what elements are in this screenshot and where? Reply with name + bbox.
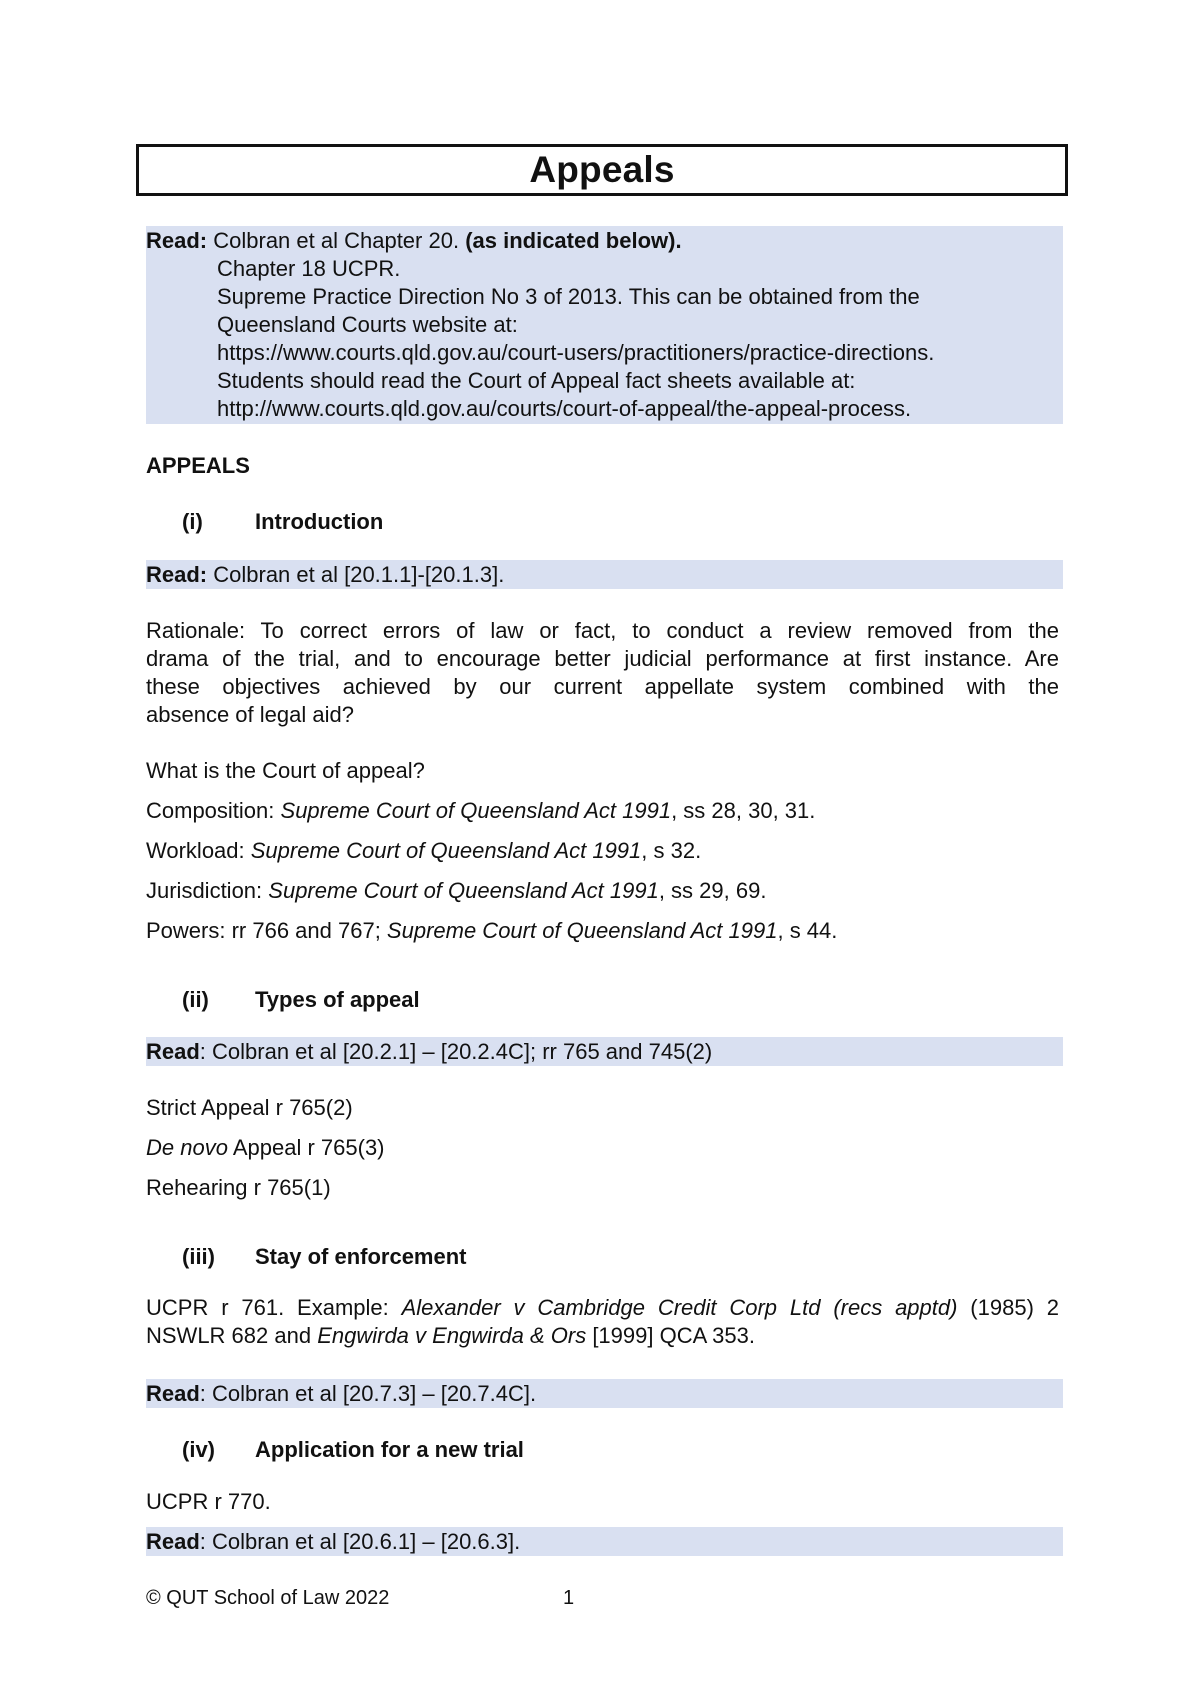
read-text-bold: (as indicated below).: [465, 228, 682, 253]
s2-de-novo-appeal: [146, 1134, 385, 1162]
s2-number: (ii): [182, 987, 209, 1012]
rationale-line: Rationale: To correct errors of law or fact, to conduct a review removed from the: [146, 618, 1059, 643]
sections: , s 44.: [777, 918, 838, 943]
read-label: Read: [146, 1039, 200, 1064]
s1-jurisdiction: [146, 877, 766, 905]
label: Workload:: [146, 838, 251, 863]
title-box: [136, 144, 1068, 196]
sections: , ss 29, 69.: [658, 878, 767, 903]
s4-number: (iv): [182, 1437, 215, 1462]
read-label: Read: [146, 1381, 200, 1406]
s2-read-line: [146, 1038, 712, 1066]
read-text: Colbran et al [20.1.1]-[20.1.3].: [213, 562, 505, 587]
read-box-line-1: [146, 227, 682, 255]
sections: , s 32.: [641, 838, 702, 863]
s1-number: (i): [182, 509, 203, 534]
read-box-link-2[interactable]: http://www.courts.qld.gov.au/courts/court-of-appeal/the-appeal-process.: [217, 396, 912, 421]
read-box-link-1[interactable]: https://www.courts.qld.gov.au/court-users/practitioners/practice-directions.: [217, 340, 935, 365]
s1-powers: [146, 917, 837, 945]
s3-line-1: [146, 1294, 1059, 1322]
rationale-line: drama of the trial, and to encourage better judicial performance at first instance. Are: [146, 646, 1059, 671]
s4-title: Application for a new trial: [255, 1437, 524, 1462]
text: NSWLR 682 and: [146, 1323, 318, 1348]
read-text: Colbran et al Chapter 20.: [213, 228, 466, 253]
s2-title: Types of appeal: [255, 987, 420, 1012]
de-novo-rule: Appeal r 765(3): [227, 1135, 385, 1160]
s4-read-line: [146, 1528, 520, 1556]
sections: , ss 28, 30, 31.: [671, 798, 816, 823]
case-name: Engwirda v Engwirda & Ors: [317, 1323, 587, 1348]
label: Composition:: [146, 798, 281, 823]
read-text: : Colbran et al [20.7.3] – [20.7.4C].: [199, 1381, 537, 1406]
read-box-line-3: Supreme Practice Direction No 3 of 2013. This can be obtained from the: [217, 284, 920, 309]
read-box-line-4: Queensland Courts website at:: [217, 312, 518, 337]
s3-line-2: [146, 1322, 1059, 1350]
s2-strict-appeal: Strict Appeal r 765(2): [146, 1095, 353, 1120]
s2-rehearing: Rehearing r 765(1): [146, 1175, 331, 1200]
read-text: : Colbran et al [20.6.1] – [20.6.3].: [199, 1529, 521, 1554]
section-heading: APPEALS: [146, 453, 250, 478]
read-text: : Colbran et al [20.2.1] – [20.2.4C]; rr 765 and 745(2): [199, 1039, 713, 1064]
s3-read-line: [146, 1380, 536, 1408]
page-title: Appeals: [529, 149, 675, 190]
case-name: Alexander v Cambridge Credit Corp Ltd (recs apptd): [401, 1295, 958, 1320]
s1-workload: [146, 837, 701, 865]
act-name: Supreme Court of Queensland Act 1991: [250, 838, 642, 863]
act-name: Supreme Court of Queensland Act 1991: [386, 918, 778, 943]
de-novo-term: De novo: [146, 1135, 228, 1160]
s3-title: Stay of enforcement: [255, 1244, 467, 1269]
s3-paragraph: [146, 1294, 1059, 1350]
read-label: Read:: [146, 228, 208, 253]
rationale-line: these objectives achieved by our current appellate system combined with the: [146, 674, 1059, 699]
s1-composition: [146, 797, 815, 825]
s1-title: Introduction: [255, 509, 384, 534]
footer-page-number: 1: [563, 1587, 575, 1609]
label: Jurisdiction:: [146, 878, 269, 903]
read-label: Read: [146, 1529, 200, 1554]
act-name: Supreme Court of Queensland Act 1991: [268, 878, 659, 903]
read-box-line-6: Students should read the Court of Appeal fact sheets available at:: [217, 368, 856, 393]
s3-number: (iii): [182, 1244, 215, 1269]
act-name: Supreme Court of Queensland Act 1991: [280, 798, 672, 823]
footer-copyright: © QUT School of Law 2022: [146, 1587, 390, 1609]
citation: (1985) 2: [957, 1295, 1059, 1320]
s1-rationale-paragraph: [146, 617, 1059, 729]
s1-question: What is the Court of appeal?: [146, 758, 425, 783]
citation: [1999] QCA 353.: [586, 1323, 755, 1348]
s1-read-line: [146, 561, 504, 589]
label: Powers: rr 766 and 767;: [146, 918, 387, 943]
text: UCPR r 761. Example:: [146, 1295, 402, 1320]
rationale-line: absence of legal aid?: [146, 702, 354, 727]
read-box-line-2: Chapter 18 UCPR.: [217, 256, 401, 281]
s4-rule: UCPR r 770.: [146, 1489, 271, 1514]
read-label: Read:: [146, 562, 208, 587]
